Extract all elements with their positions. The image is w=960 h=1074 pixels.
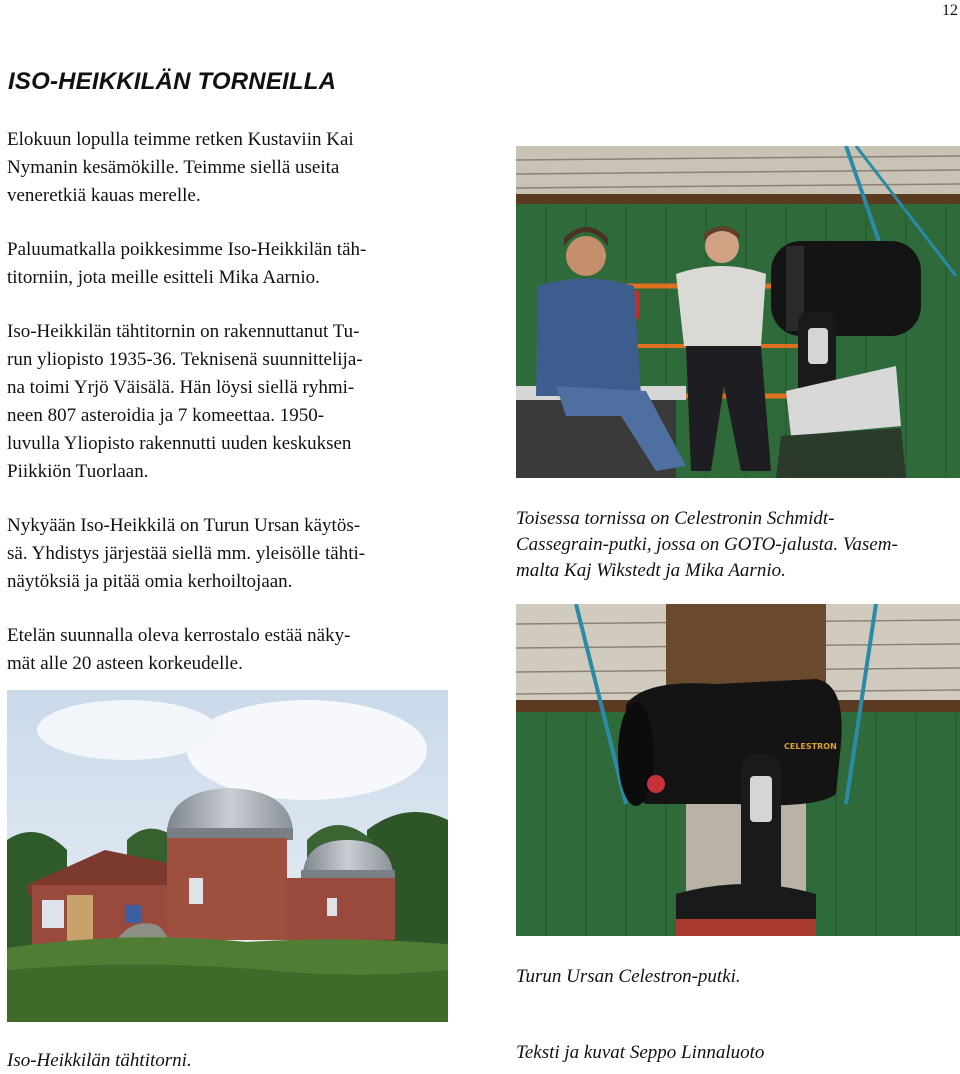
paragraph-current-use: Nykyään Iso-Heikkilä on Turun Ursan käytös- sä. Yhdistys järjestää siellä mm. yleisölle tähti- näytöksiä ja pitää omia kerhoiltojaan. xyxy=(7,515,366,592)
paragraph-intro: Elokuun lopulla teimme retken Kustaviin Kai Nymanin kesämökille. Teimme siellä useita veneretkiä kauas merelle. xyxy=(7,129,354,206)
celestron-logo: CELESTRON xyxy=(784,742,837,751)
photo-men-with-telescope-illustration xyxy=(516,146,960,478)
page-title: ISO-HEIKKILÄN TORNEILLA xyxy=(8,68,337,95)
photo-celestron-telescope xyxy=(516,604,960,936)
photo-men-with-telescope xyxy=(516,146,960,478)
paragraph-view-limit: Etelän suunnalla oleva kerrostalo estää näky- mät alle 20 asteen korkeudelle. xyxy=(7,625,351,674)
article-body xyxy=(7,126,447,704)
caption-photo1: Toisessa tornissa on Celestronin Schmidt- Cassegrain-putki, jossa on GOTO-jalusta. Vasem- malta Kaj Wikstedt ja Mika Aarnio. xyxy=(516,508,898,581)
photo-observatory xyxy=(7,690,448,1022)
caption-photo2: Turun Ursan Celestron-putki. xyxy=(516,966,741,987)
photo-credit: Teksti ja kuvat Seppo Linnaluoto xyxy=(516,1042,765,1063)
paragraph-visit: Paluumatkalla poikkesimme Iso-Heikkilän täh- titorniin, jota meille esitteli Mika Aarnio. xyxy=(7,239,367,288)
page-number: 12 xyxy=(942,2,958,19)
photo-celestron-telescope-illustration xyxy=(516,604,960,936)
photo-observatory-illustration xyxy=(7,690,448,1022)
paragraph-history: Iso-Heikkilän tähtitornin on rakennuttanut Tu- run yliopisto 1935-36. Teknisenä suunnittelija- na toimi Yrjö Väisälä. Hän löysi siellä ryhmi- neen 807 asteroidia ja 7 komeettaa. 1950- luvulla Yliopisto rakennutti uuden keskuksen Piikkiön Tuorlaan. xyxy=(7,321,363,482)
caption-photo3: Iso-Heikkilän tähtitorni. xyxy=(7,1050,192,1071)
